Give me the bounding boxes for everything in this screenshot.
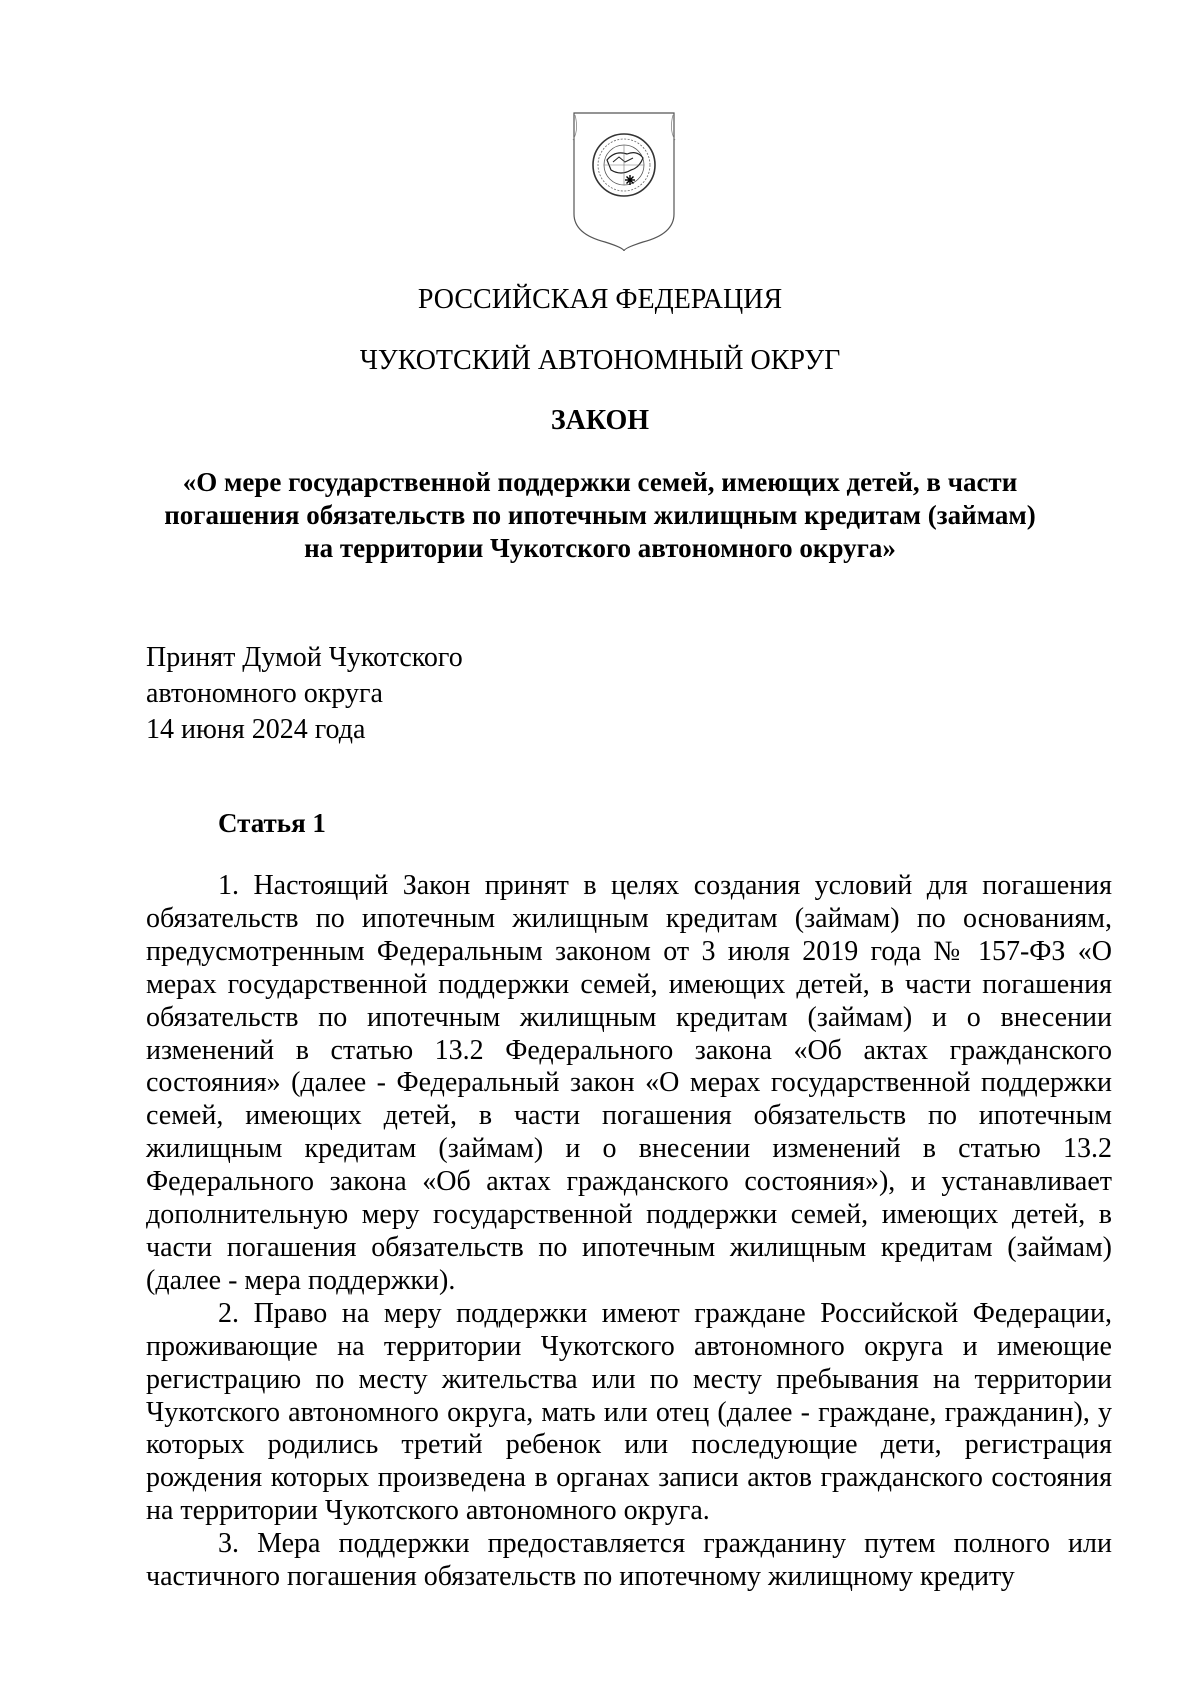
article-paragraph: 2. Право на меру поддержки имеют граждане Российской Федерации, проживающие на территории Чукотского автономного округа и имеющие регистрацию по месту жительства или по месту пребывания на территории Чукотского автономного округа, мать или отец (далее - граждане, гражданин), у которых родились третий ребенок или последующие дети, регистрация рождения которых произведена в органах записи актов гражданского состояния на территории Чукотского автономного округа. [146,1297,1112,1527]
article-heading: Статья 1 [218,808,326,838]
document-type-heading: ЗАКОН [550,405,650,436]
law-title [0,466,1200,565]
adoption-block [146,640,463,748]
adoption-line: автономного округа [146,678,383,709]
article-paragraph: 3. Мера поддержки предоставляется гражданину путем полного или частичного погашения обязательств по ипотечному жилищному кредиту [146,1528,1112,1593]
law-title-line: «О мере государственной поддержки семей, имеющих детей, в части [182,467,1018,497]
adoption-line: Принят Думой Чукотского [146,642,463,673]
law-title-line: на территории Чукотского автономного округа» [304,533,896,563]
country-heading: РОССИЙСКАЯ ФЕДЕРАЦИЯ [417,284,783,315]
region-heading: ЧУКОТСКИЙ АВТОНОМНЫЙ ОКРУГ [359,345,841,376]
article-body [146,870,1112,1594]
law-title-line: погашения обязательств по ипотечным жилищным кредитам (займам) [164,500,1036,530]
adoption-date: 14 июня 2024 года [146,714,366,745]
coat-of-arms-emblem [571,110,677,254]
article-paragraph: 1. Настоящий Закон принят в целях создания условий для погашения обязательств по ипотечным жилищным кредитам (займам) по основаниям, предусмотренным Федеральным законом от 3 июля 2019 года № 157-ФЗ «О мерах государственной поддержки семей, имеющих детей, в части погашения обязательств по ипотечным жилищным кредитам (займам) и о внесении изменений в статью 13.2 Федерального закона «Об актах гражданского состояния» (далее - Федеральный закон «О мерах государственной поддержки семей, имеющих детей, в части погашения обязательств по ипотечным жилищным кредитам (займам) и о внесении изменений в статью 13.2 Федерального закона «Об актах гражданского состояния»), и устанавливает дополнительную меру государственной поддержки семей, имеющих детей, в части погашения обязательств по ипотечным жилищным кредитам (займам) (далее - мера поддержки). [146,870,1112,1296]
